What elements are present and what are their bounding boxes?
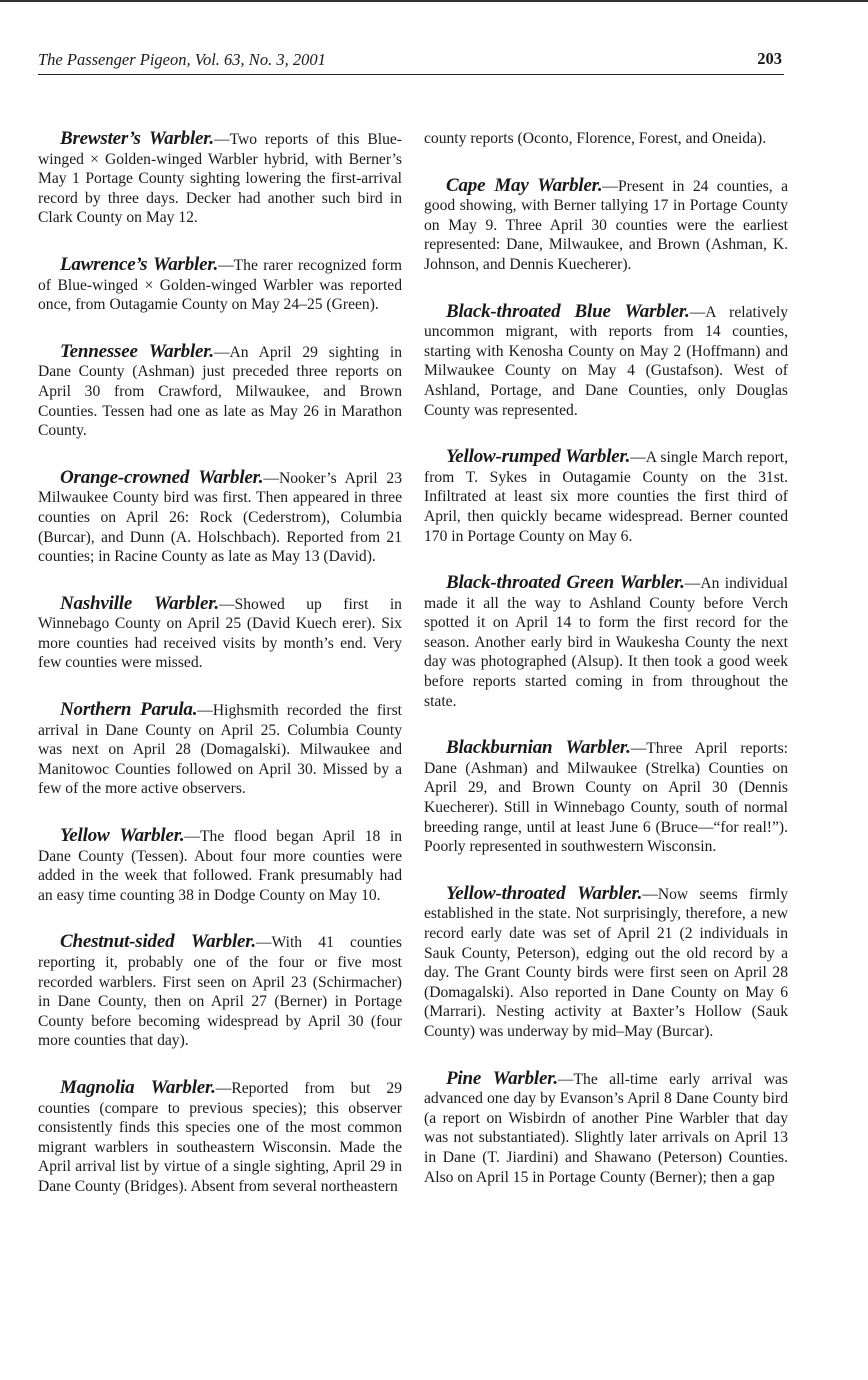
species-account: —Three April reports: Dane (Ashman) and Milwaukee (Strelka) Counties on April 29, and Brown County on April 30 (Dennis Kuecherer). Still in Winnebago County, south of normal breeding range, until at least June 6 (Bruce—“for real!”). Poorly represented in southwestern Wisconsin. [424,740,788,856]
species-entry [424,573,788,711]
species-name: Yellow-throated Warbler. [446,882,643,904]
species-name: Tennessee Warbler. [60,340,214,362]
species-name: Blackburnian Warbler. [446,737,631,759]
journal-citation: The Passenger Pigeon, Vol. 63, No. 3, 2001 [38,50,326,69]
top-border-rule [0,0,868,2]
species-account: —Now seems firmly established in the state. Not surprisingly, therefore, a new record early date was set of April 21 (2 individuals in Sauk County, Peterson), edging out the old record by a day. The Grant County birds were first seen on April 28 (Domagalski). Also reported in Dane County on May 6 (Marrari). Nesting activity at Baxter’s Hollow (Sauk County) was underway by mid–May (Burcar). [424,885,788,1040]
species-name: Brewster’s Warbler. [60,128,214,149]
species-name: Pine Warbler. [446,1067,558,1089]
species-name: Yellow-rumped Warbler. [446,446,631,468]
species-account: —A relatively uncommon migrant, with reports from 14 counties, starting with Kenosha County on May 2 (Hoffmann) and Milwaukee County on May 4 (Gustafson). West of Ashland, Portage, and Dane Counties, only Douglas County was represented. [424,303,789,419]
species-entry [424,884,788,1042]
species-entry [424,738,788,857]
species-entry [38,594,402,673]
running-header [38,48,784,75]
species-name: Orange-crowned Warbler. [60,466,264,488]
right-column [424,129,788,1214]
species-name: Chestnut-sided Warbler. [60,931,256,953]
species-account: —An individual made it all the way to Ashland County before Verch spotted it on April 14 to form the first record for the season. Another early bird in Waukesha County the next day was photographed (Alsup). It then took a good week before reports started coming in from throughout the state. [424,575,788,710]
species-name: Nashville Warbler. [60,592,219,614]
species-name: Magnolia Warbler. [60,1076,216,1098]
species-account: —The rarer recognized form of Blue-winged × Golden-winged Warbler was reported once, from Outagamie County on May 24–25 (Green). [38,256,402,314]
species-account: —An April 29 sighting in Dane County (Ashman) just preceded three reports on April 30 from Crawford, Milwaukee, and Brown Counties. Tessen had one as late as May 26 in Marathon County. [38,343,402,440]
species-account: —With 41 counties reporting it, probably one of the four or five most recorded warblers. First seen on April 23 (Schirmacher) in Dane County, then on April 27 (Berner) in Portage County before becoming widespread by April 30 (four more counties that day). [38,934,402,1050]
species-entry [38,468,402,567]
species-name: Cape May Warbler. [446,174,603,196]
species-entry [424,447,788,546]
species-account: —Nooker’s April 23 Milwaukee County bird was first. Then appeared in three counties on April 26: Rock (Cederstrom), Columbia (Burcar), and Dunn (A. Holschbach). Reported from 21 counties; in Racine County as late as May 13 (David). [38,469,402,566]
species-entry [38,700,402,799]
species-account: —The flood began April 18 in Dane County (Tessen). About four more counties were added in the week that followed. Frank presumably had an easy time counting 38 in Dodge County on May 10. [38,828,402,904]
species-entry [38,1078,402,1197]
species-account: —Reported from but 29 counties (compare to previous species); this observer consistently finds this species one of the most common migrant warblers in southeastern Wisconsin. Made the April arrival list by virtue of a single sighting, April 29 in Dane County (Bridges). Absent from several northeastern [38,1079,402,1195]
species-account: —Showed up first in Winnebago County on April 25 (David Kuech erer). Six more counties had received visits by month’s end. Very few counties were missed. [38,595,402,672]
page-number: 203 [757,49,782,68]
left-column [38,129,402,1224]
species-name: Northern Parula. [60,699,198,721]
species-entry [38,255,402,315]
species-name: Black-throated Green Warbler. [446,572,685,594]
species-entry [38,342,402,441]
species-entry [38,932,402,1051]
continued-text: county reports (Oconto, Florence, Forest, and Oneida). [424,130,767,147]
species-account: —Present in 24 counties, a good showing, with Berner tallying 17 in Portage County on May 9. Three April 30 counties were the earliest represented: Dane, Milwaukee, and Brown (Ashman, K. Johnson, and Dennis Kuecherer). [424,177,788,273]
species-entry [424,176,788,275]
species-account: —Two reports of this Blue-winged × Golden-winged Warbler hybrid, with Berner’s May 1 Portage County sighting lowering the first-arrival record by three days. Decker had another such bird in Clark County on May 12. [38,131,403,227]
species-name: Black-throated Blue Warbler. [446,300,690,322]
species-account: —Highsmith recorded the first arrival in Dane County on April 25. Columbia County was next on April 28 (Domagalski). Milwaukee and Manitowoc Counties followed on April 30. Missed by a few of the more active observers. [38,702,402,798]
species-entry [424,1069,788,1188]
species-entry [38,129,402,228]
species-name: Lawrence’s Warbler. [60,253,219,275]
species-account: —A single March report, from T. Sykes in Outagamie County on the 31st. Infiltrated at least six more counties the first third of April, then quickly became widespread. Berner counted 170 in Portage County on May 6. [424,449,788,545]
species-entry [38,826,402,905]
species-account: —The all-time early arrival was advanced one day by Evanson’s April 8 Dane County bird (a report on Wisbirdn of another Pine Warbler that day was not substantiated). Slightly later arrivals on April 13 in Dane (T. Jiardini) and Shawano (Peterson) Counties. Also on April 15 in Portage County (Berner); then a gap [424,1070,788,1186]
species-entry [424,302,788,421]
species-name: Yellow Warbler. [60,825,185,847]
